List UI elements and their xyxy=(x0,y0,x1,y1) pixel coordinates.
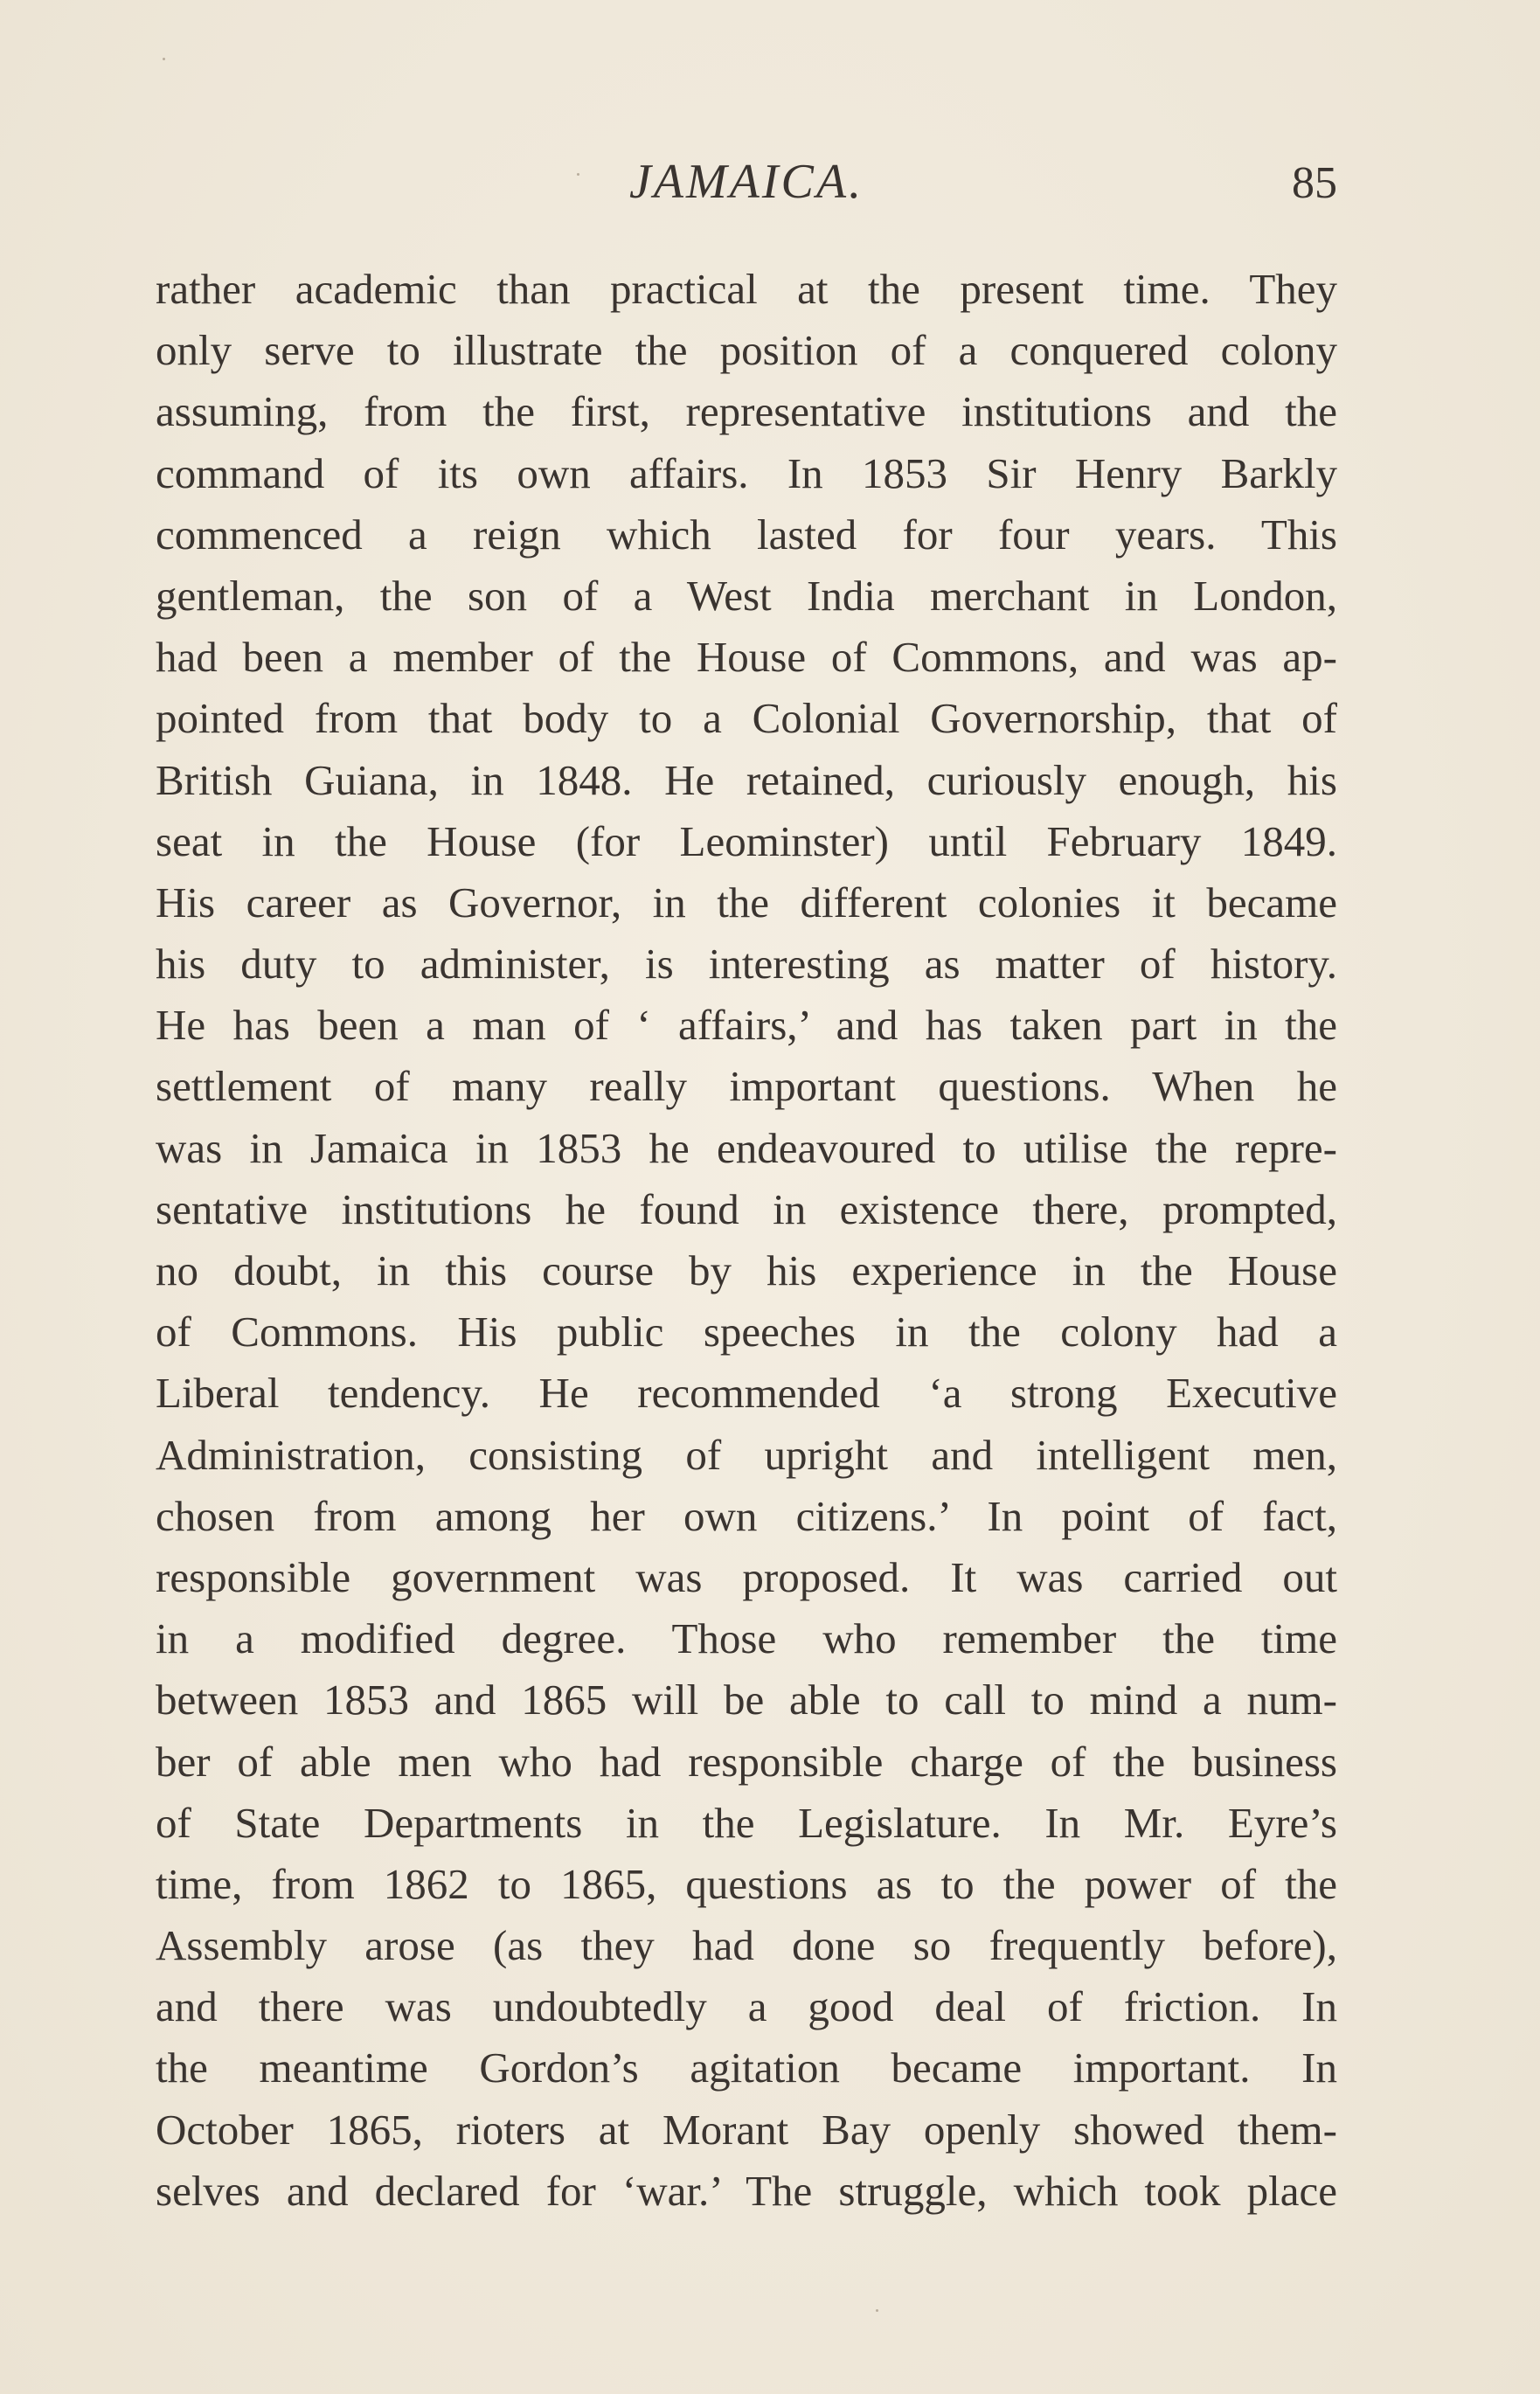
text-line: had been a member of the House of Commons, and was ap- xyxy=(156,633,1337,682)
running-title: JAMAICA. xyxy=(628,155,864,209)
text-line: no doubt, in this course by his experience in the House xyxy=(156,1246,1337,1294)
text-line: only serve to illustrate the position of a conquered colony xyxy=(156,326,1337,375)
text-line: of State Departments in the Legislature. In Mr. Eyre’s xyxy=(156,1798,1337,1847)
text-line: his duty to administer, is interesting as matter of history. xyxy=(156,940,1337,989)
paper-speck xyxy=(577,173,579,176)
text-line: commenced a reign which lasted for four years. This xyxy=(156,510,1337,559)
text-line: pointed from that body to a Colonial Governorship, that of xyxy=(156,694,1337,743)
text-line: rather academic than practical at the present time. They xyxy=(156,265,1337,313)
text-line: chosen from among her own citizens.’ In point of fact, xyxy=(156,1491,1337,1540)
running-head xyxy=(156,147,1337,217)
text-line: His career as Governor, in the different colonies it became xyxy=(156,878,1337,926)
text-line: ber of able men who had responsible charge of the business xyxy=(156,1737,1337,1786)
text-line: assuming, from the first, representative institutions and the xyxy=(156,387,1337,436)
text-line: command of its own affairs. In 1853 Sir Henry Barkly xyxy=(156,448,1337,497)
paper-speck xyxy=(876,2309,878,2312)
text-line: He has been a man of ‘ affairs,’ and has taken part in the xyxy=(156,1001,1337,1050)
text-line: of Commons. His public speeches in the colony had a xyxy=(156,1308,1337,1357)
text-line: sentative institutions he found in existence there, prompted, xyxy=(156,1184,1337,1233)
text-line: the meantime Gordon’s agitation became important. In xyxy=(156,2044,1337,2092)
text-line: gentleman, the son of a West India merchant in London, xyxy=(156,571,1337,620)
text-line: in a modified degree. Those who remember the time xyxy=(156,1614,1337,1663)
text-line: was in Jamaica in 1853 he endeavoured to utilise the repre- xyxy=(156,1123,1337,1172)
text-line: Assembly arose (as they had done so frequently before), xyxy=(156,1921,1337,1970)
text-line: British Guiana, in 1848. He retained, curiously enough, his xyxy=(156,755,1337,804)
text-line: between 1853 and 1865 will be able to call to mind a num- xyxy=(156,1676,1337,1724)
body-text xyxy=(156,259,1337,2222)
text-line: seat in the House (for Leominster) until February 1849. xyxy=(156,816,1337,865)
text-line: responsible government was proposed. It was carried out xyxy=(156,1552,1337,1601)
text-line: and there was undoubtedly a good deal of friction. In xyxy=(156,1982,1337,2031)
text-line: settlement of many really important questions. When he xyxy=(156,1062,1337,1111)
text-line: Administration, consisting of upright and intelligent men, xyxy=(156,1430,1337,1479)
text-line: October 1865, rioters at Morant Bay openly showed them- xyxy=(156,2105,1337,2154)
text-line: Liberal tendency. He recommended ‘a strong Executive xyxy=(156,1369,1337,1418)
paper-speck xyxy=(163,58,165,60)
text-line: selves and declared for ‘war.’ The struggle, which took place xyxy=(156,2166,1337,2215)
page-number: 85 xyxy=(1292,158,1337,208)
text-line: time, from 1862 to 1865, questions as to the power of the xyxy=(156,1859,1337,1908)
